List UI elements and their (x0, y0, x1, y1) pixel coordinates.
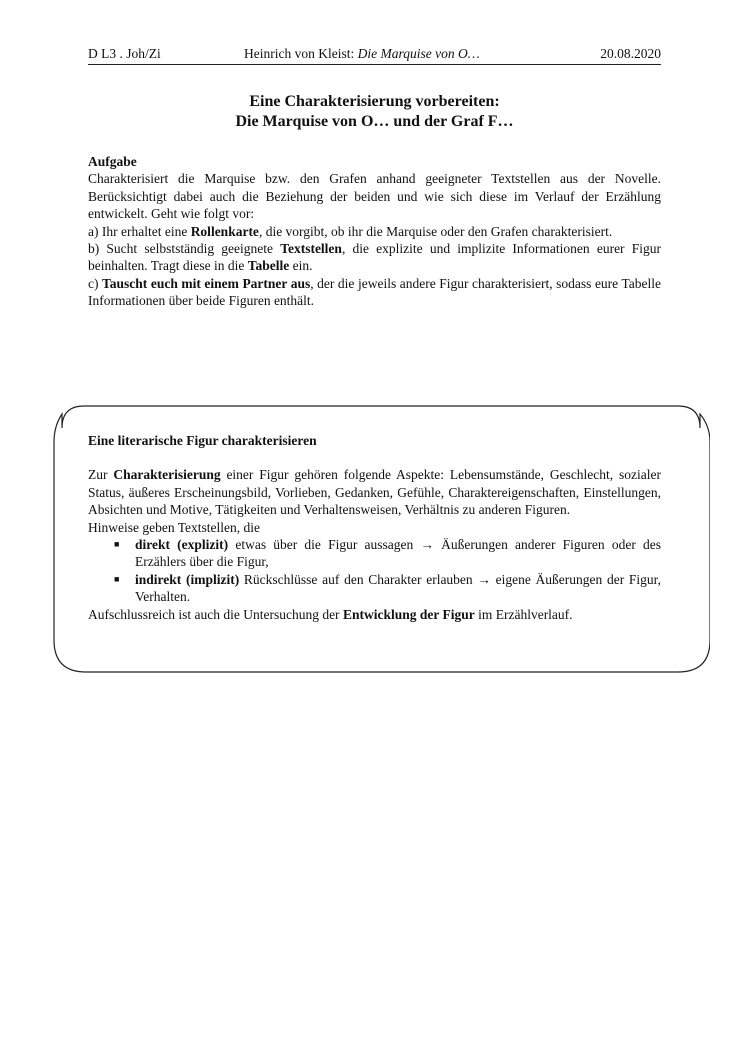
bullet-icon: ■ (114, 539, 120, 550)
task-step-b: b) Sucht selbstständig geeignete Textstellen, die explizite und implizite Informationen eurer Figur beinhalten. Tragt diese in die Tabelle ein. (88, 241, 661, 274)
title-line-2: Die Marquise von O… und der Graf F… (235, 113, 514, 130)
info-development: Aufschlussreich ist auch die Untersuchung der Entwicklung der Figur im Erzählverlauf. (88, 606, 573, 622)
work-title: Heinrich von Kleist: Die Marquise von O… (244, 46, 480, 61)
task-intro: Charakterisiert die Marquise bzw. den Grafen anhand geeigneter Textstellen aus der Novelle. Berücksichtigt dabei auch die Beziehung der beiden und wie sich diese im Verlauf der Erzählung entwickelt. Geht wie folgt vor: (88, 171, 661, 222)
info-box-heading: Eine literarische Figur charakterisieren (88, 433, 317, 448)
header-date: 20.08.2020 (600, 46, 661, 61)
task-heading: Aufgabe (88, 154, 137, 169)
task-step-c: c) Tauscht euch mit einem Partner aus, der die jeweils andere Figur charakterisiert, sodass eure Tabelle Informationen über beide Figuren enthält. (88, 275, 661, 309)
hint-list (88, 536, 661, 606)
page-title (88, 92, 661, 132)
list-item: ■ indirekt (implizit) Rückschlüsse auf den Charakter erlauben → eigene Äußerungen der Figur, Verhalten. (114, 571, 662, 605)
title-line-1: Eine Charakterisierung vorbereiten: (249, 93, 500, 110)
work-title-italic: Die Marquise von O… (357, 46, 480, 61)
info-aspects: Zur Charakterisierung einer Figur gehören folgende Aspekte: Lebensumstände, Geschlecht, sozialer Status, äußeres Erscheinungsbild, Vorlieben, Gedanken, Gefühle, Charaktereigenschaften, Einstellungen, Absichten und Motive, Tätigkeiten und Verhaltensweisen, Verhältnis zu anderen Figuren. (88, 467, 661, 518)
course-code: D L3 . Joh/Zi (88, 46, 161, 61)
info-hints: Hinweise geben Textstellen, die (88, 519, 261, 535)
page-header (88, 46, 661, 65)
task-section (88, 153, 661, 310)
info-box (88, 432, 661, 623)
task-step-a: a) Ihr erhaltet eine Rollenkarte, die vorgibt, ob ihr die Marquise oder den Grafen charakterisiert. (88, 223, 613, 239)
list-item: ■ direkt (explizit) etwas über die Figur aussagen → Äußerungen anderer Figuren oder des Erzählers über die Figur, (114, 537, 662, 570)
bullet-icon: ■ (114, 573, 120, 584)
